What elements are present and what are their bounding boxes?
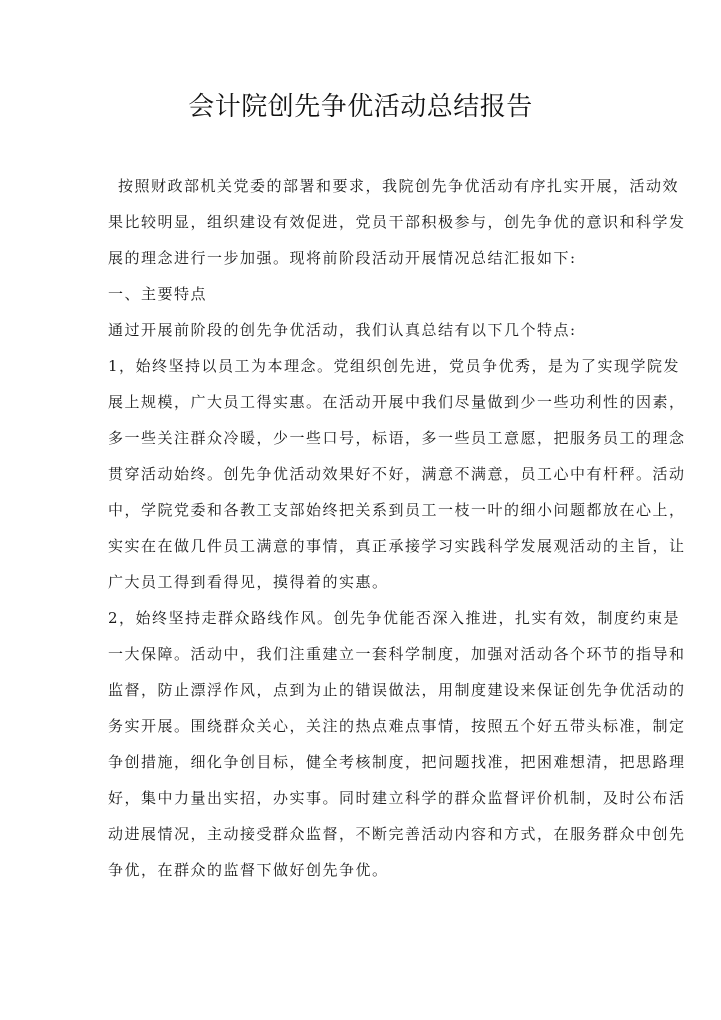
section-heading-text: 一、主要特点 [108, 285, 208, 303]
text-line: 展的理念进行一步加强。现将前阶段活动开展情况总结汇报如下: [108, 249, 577, 267]
text-line: 1，始终坚持以员工为本理念。党组织创先进，党员争优秀，是为了实现学院发 [108, 357, 681, 375]
paragraph-point-2 [108, 600, 686, 888]
text-line: 争优，在群众的监督下做好创先争优。 [108, 861, 389, 879]
paragraph-section-intro [108, 312, 614, 348]
text-line: 通过开展前阶段的创先争优活动，我们认真总结有以下几个特点: [108, 321, 577, 339]
text-line: 争创措施，细化争创目标，健全考核制度，把问题找准，把困难想清，把思路理 [108, 753, 686, 771]
text-line: 贯穿活动始终。创先争优活动效果好不好，满意不满意，员工心中有杆秤。活动 [108, 465, 686, 483]
text-line: 按照财政部机关党委的部署和要求，我院创先争优活动有序扎实开展，活动效 [118, 177, 680, 195]
paragraph-point-1 [108, 348, 686, 600]
text-line: 中，学院党委和各教工支部始终把关系到员工一枝一叶的细小问题都放在心上， [108, 501, 686, 519]
text-line: 果比较明显，组织建设有效促进，党员干部积极参与，创先争优的意识和科学发 [108, 213, 686, 231]
document-title: 会计院创先争优活动总结报告 [188, 92, 533, 122]
text-line: 展上规模，广大员工得实惠。在活动开展中我们尽量做到少一些功利性的因素， [108, 393, 686, 411]
text-line: 2，始终坚持走群众路线作风。创先争优能否深入推进，扎实有效，制度约束是 [108, 609, 681, 627]
text-line: 好，集中力量出实招，办实事。同时建立科学的群众监督评价机制，及时公布活 [108, 789, 686, 807]
text-line: 实实在在做几件员工满意的事情，真正承接学习实践科学发展观活动的主旨，让 [108, 537, 686, 555]
text-line: 务实开展。围绕群众关心，关注的热点难点事情，按照五个好五带头标准，制定 [108, 717, 686, 735]
text-line: 广大员工得到看得见，摸得着的实惠。 [108, 573, 389, 591]
text-line: 动进展情况，主动接受群众监督，不断完善活动内容和方式，在服务群众中创先 [108, 825, 686, 843]
document-body [108, 168, 686, 888]
section-heading [108, 276, 614, 312]
text-line: 多一些关注群众冷暖，少一些口号，标语，多一些员工意愿，把服务员工的理念 [108, 429, 686, 447]
text-line: 监督，防止漂浮作风，点到为止的错误做法，用制度建设来保证创先争优活动的 [108, 681, 686, 699]
paragraph-intro [108, 168, 686, 276]
text-line: 一大保障。活动中，我们注重建立一套科学制度，加强对活动各个环节的指导和 [108, 645, 686, 663]
